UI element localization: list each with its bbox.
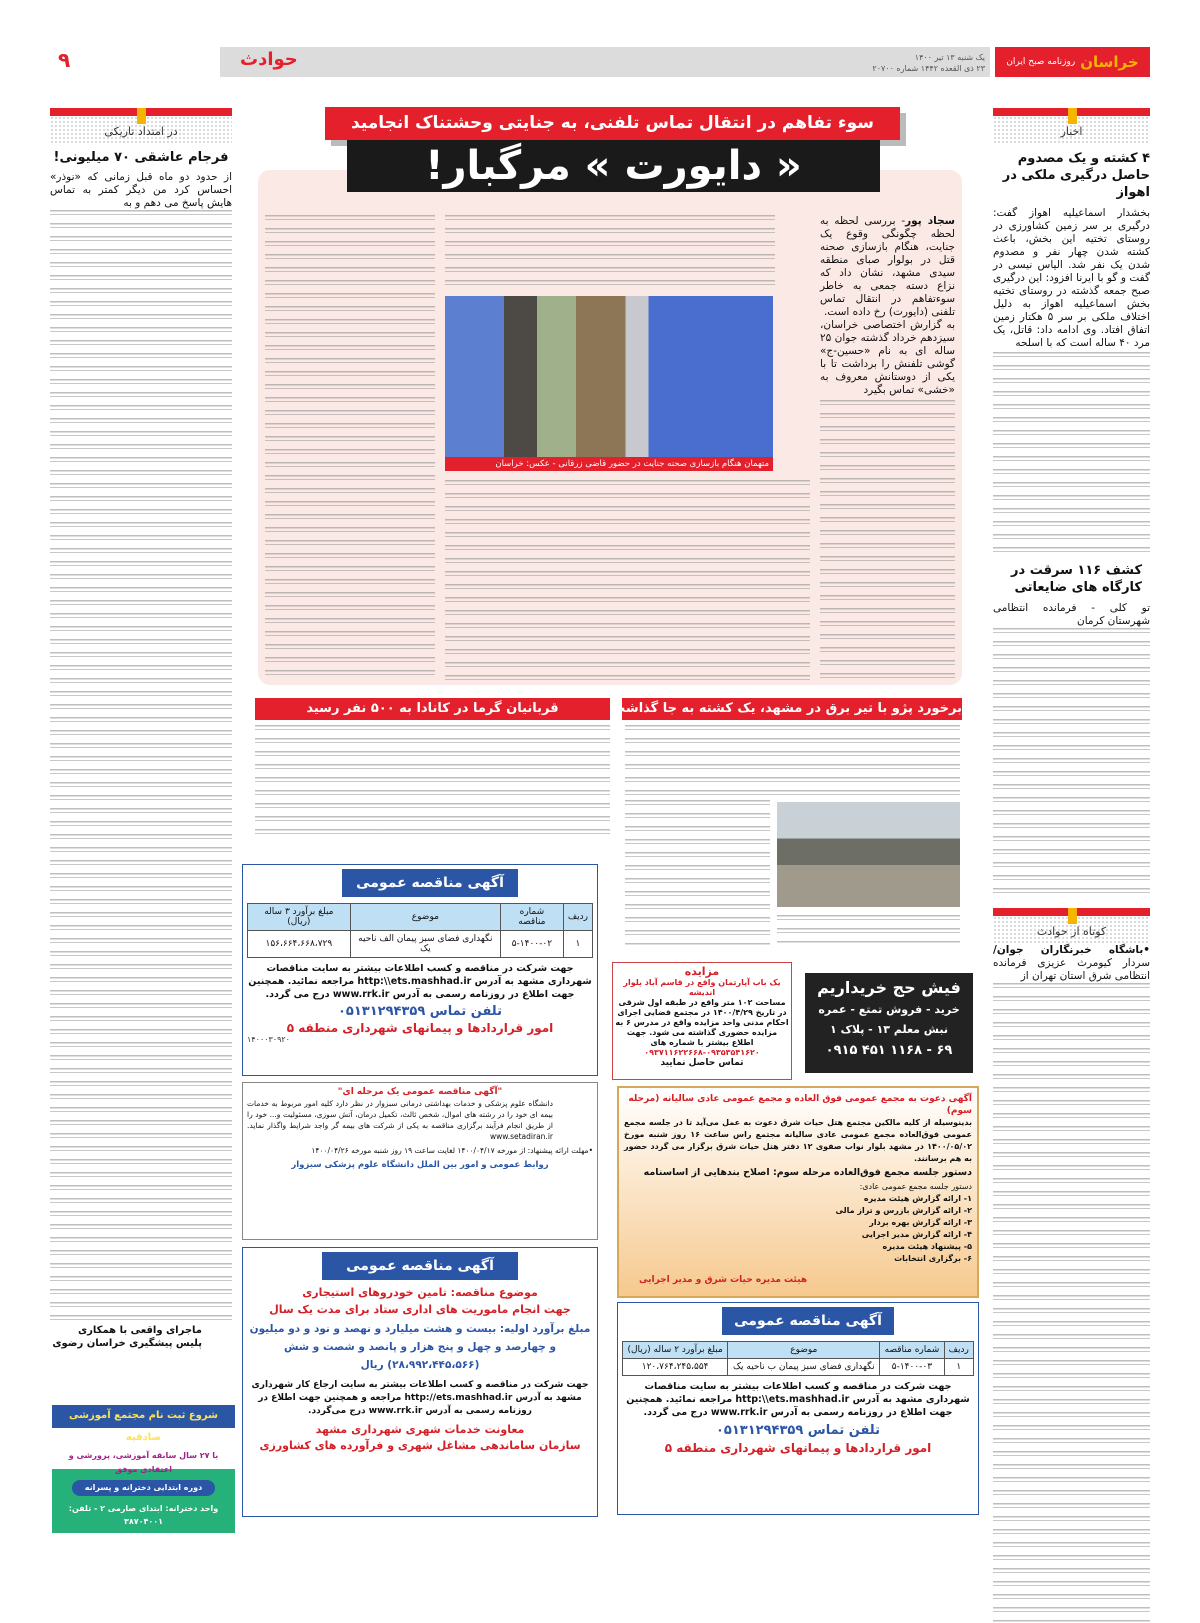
logo-text: خراسان (1080, 53, 1139, 71)
table-header: شماره مناقصه (500, 904, 563, 931)
table-header: مبلغ برآورد ۲ ساله (ریال) (623, 1342, 728, 1359)
ad-title: آگهی مناقصه عمومی (322, 1252, 518, 1280)
agenda-item: ۴- ارائه گزارش مدیر اجرایی (861, 1230, 972, 1239)
ad-footer: امور قراردادها و پیمانهای شهرداری منطقه ۵ (286, 1021, 554, 1035)
ad-phone: ۰۹۳۷۱۱۶۲۲۶۶۸-۰۹۳۵۳۵۴۱۶۲۰ (644, 1048, 760, 1057)
story-text: از حدود دو ماه قبل زمانی که «نوذر» احساس کرد من دیگر کمتر به تماس هایش پاسخ می دهم و به (50, 171, 232, 209)
table-cell: نگهداری فضای سبز پیمان ب ناحیه یک (728, 1359, 880, 1376)
left-column (50, 108, 232, 1350)
text-column (50, 210, 232, 1320)
ad-title: آگهی مناقصه عمومی (722, 1307, 894, 1335)
school-ad[interactable] (52, 1405, 235, 1555)
table-row (623, 1359, 974, 1376)
text-column (255, 725, 610, 835)
tender-ad-2[interactable] (617, 1302, 979, 1515)
table-row (248, 931, 593, 958)
ad-title: شروع ثبت نام مجتمع آموزشی صادقیه (69, 1410, 218, 1443)
section-header (50, 108, 232, 144)
tender-ad-1[interactable] (242, 864, 598, 1076)
table-cell: ۱۲۰،۷۶۴،۲۴۵،۵۵۴ (623, 1359, 728, 1376)
tender-table (622, 1341, 974, 1376)
issue-number: ۲۳ ذی القعده ۱۴۴۲ شماره ۲۰۷۰۰ (872, 64, 985, 73)
masthead-logo (995, 47, 1150, 77)
news-photo (445, 296, 773, 471)
table-header: ردیف (563, 904, 592, 931)
lead-text: - بررسی لحظه به لحظه چگونگی وقوع یک جنایت، هنگام بازسازی صحنه قتل در بولوار صبای منطقه سیدی مشهد، نشان داد که نزاع دسته جمعی به خاطر سوءتفاهم در انتقال تماس تلفنی (دایورت) رخ داده است. (820, 215, 955, 318)
ad-phone: تلفن تماس ۰۵۱۳۱۲۹۴۳۵۹ (716, 1423, 880, 1438)
text-column (265, 215, 435, 680)
ad-agenda: دستور جلسه مجمع فوق‌العاده مرحله سوم: اصلاح بندهایی از اساسنامه (643, 1167, 972, 1178)
text-column (777, 915, 960, 945)
byline: ماجرای واقعی با همکاری پلیس پیشگیری خراسان رضوی (52, 1325, 202, 1349)
ad-subtitle: یک باب آپارتمان واقع در قاسم آباد بلوار اندیشه (623, 978, 781, 997)
text-column (445, 215, 775, 285)
ad-title: مزایده (684, 965, 720, 978)
text-column (445, 480, 810, 680)
table-header: ردیف (944, 1342, 973, 1359)
date-line: یک شنبه ۱۳ تیر ۱۴۰۰ (914, 53, 985, 62)
story-title: فرجام عاشقی ۷۰ میلیونی! (53, 150, 229, 165)
ad-footer: هیئت مدیره حیات شرق و مدیر اجرایی (639, 1275, 808, 1285)
table-cell: ۱۵۶،۶۶۴،۶۶۸،۷۲۹ (248, 931, 351, 958)
text-column (625, 800, 770, 945)
sabzevar-tender-ad[interactable] (242, 1082, 598, 1240)
ad-footer: معاونت خدمات شهری شهرداری مشهد (315, 1423, 525, 1436)
ad-title: فیش حج خریداریم (817, 978, 961, 997)
ad-body: جهت شرکت در مناقصه و کسب اطلاعات بیشتر به سایت مناقصات شهرداری مشهد به آدرس http:\\ets.mashhad.ir مراجعه نمائید. همچنین جهت اطلاع در روزنامه رسمی به آدرس www.rrk.ir درج می گردد. (626, 1381, 970, 1418)
page-number: ۹ (58, 48, 71, 72)
section-header (993, 108, 1150, 144)
story-title: ۴ کشته و یک مصدوم حاصل درگیری ملکی در اهواز (1002, 151, 1150, 200)
ad-subject: موضوع مناقصه: تامین خودروهای استیجاری (302, 1286, 538, 1299)
text-column (820, 400, 955, 680)
table-cell: ۵-۱۴۰۰-۰۲ (500, 931, 563, 958)
story-headline: برخورد پژو با تیر برق در مشهد، یک کشته به جا گذاشت (622, 698, 962, 720)
brief-lead: •باشگاه خبرنگاران جوان/ (993, 944, 1150, 956)
section-header (993, 908, 1150, 944)
table-cell: ۱ (563, 931, 592, 958)
section-label: کوتاه از حوادث (993, 916, 1150, 944)
headline: « دایورت » مرگبار! (347, 140, 880, 192)
ad-code: ۱۴۰۰۰۳۰۹۲۰ (247, 1035, 290, 1044)
issue-date (872, 52, 985, 74)
kicker: سوء تفاهم در انتقال تماس تلفنی، به جنایتی وحشتناک انجامید (325, 107, 900, 140)
section-label: در امتداد تاریکی (50, 116, 232, 144)
agenda-item: ۶- برگزاری انتخابات (894, 1254, 972, 1263)
text-column (993, 628, 1150, 898)
auction-ad[interactable] (612, 962, 792, 1080)
story-title: کشف ۱۱۶ سرقت در کارگاه های ضایعاتی (1011, 563, 1142, 595)
ad-title: آگهی مناقصه عمومی (342, 869, 518, 897)
ad-body: جهت شرکت در مناقصه و کسب اطلاعات بیشتر به سایت ارجاع کار شهرداری مشهد به آدرس http://ets.mashhad.ir مراجعه و همچنین جهت اطلاع در روزنامه رسمی به آدرس www.rrk.ir درج می‌گردد. (251, 1380, 589, 1416)
ad-body: دانشگاه علوم پزشکی و خدمات بهداشتی درمانی سبزوار در نظر دارد کلیه امور مربوط به خدمات بیمه ای خود را در رشته های اموال، شخص ثالث، تکمیل درمان، آتش سوزی، مسئولیت و... خود را از طریق انجام فرآیند برگزاری مناقصه به یکی از شرکت های بیمه گر واجد شرایط واگذار نماید. www.setadiran.ir (247, 1099, 553, 1141)
ad-body: مساحت ۱۰۲ متر واقع در طبقه اول شرقی در تاریخ ۱۴۰۰/۴/۲۹ در مجتمع قضایی اجرای احکام مدنی واحد مزایده واقع در مدرس ۶ به مزایده حضوری گذاشته می شود. جهت اطلاع بیشتر با شماره های (615, 998, 789, 1047)
ad-footer: تماس حاصل نمایید (660, 1058, 744, 1068)
table-header: مبلغ برآورد ۳ ساله (ریال) (248, 904, 351, 931)
ad-footer: سازمان ساماندهی مشاغل شهری و فرآورده های کشاورزی (259, 1439, 581, 1452)
ad-agenda: دستور جلسه مجمع عمومی عادی: (859, 1182, 972, 1191)
ad-dates: •مهلت ارائه پیشنهاد: از مورخه ۱۴۰۰/۰۴/۱۷ لغایت ساعت ۱۹ روز شنبه مورخه ۱۴۰۰/۰۴/۲۶ (311, 1146, 593, 1155)
ad-title: آگهی دعوت به مجمع عمومی فوق العاده و مجمع عمومی عادی سالیانه (مرحله سوم) (628, 1094, 972, 1116)
lead-paragraph (820, 215, 955, 397)
ad-services: خرید - فروش تمتع - عمره (818, 1003, 960, 1016)
ad-phone: ۰۹۱۵ ۴۵۱ ۱۱۶۸ - ۶۹ (825, 1043, 953, 1058)
table-cell: نگهداری فضای سبز پیمان الف ناحیه یک (350, 931, 500, 958)
hajj-ad[interactable] (805, 973, 973, 1073)
agenda-item: ۱- ارائه گزارش هیئت مدیره (863, 1194, 972, 1203)
table-header: شماره مناقصه (880, 1342, 944, 1359)
ad-body: جهت شرکت در مناقصه و کسب اطلاعات بیشتر به سایت مناقصات شهرداری مشهد به آدرس http:\\ets.mashhad.ir مراجعه نمائید. همچنین جهت اطلاع در روزنامه رسمی به آدرس www.rrk.ir درج می گردد. (248, 963, 592, 1000)
lead-text: به گزارش اختصاصی خراسان، سیزدهم خرداد گذشته جوان ۲۵ ساله ای به نام «حسین-ج» گوشی تلفنش را برداشت تا با یکی از دوستانش معروف به «خشی» تماس بگیرد (820, 319, 955, 396)
right-column (993, 108, 1150, 1623)
agenda-item: ۳- ارائه گزارش بهره بردار (869, 1218, 972, 1227)
story-text: بخشدار اسماعیلیه اهواز گفت: درگیری بر سر زمین کشاورزی در روستای تختیه این بخش، باعث کشته شدن چهار نفر و مصدوم شدن یک نفر شد. الیاس نیسی در گفت و گو با ایرنا افزود: این درگیری صبح جمعه گذشته در روستای تختیه بخش اسماعیلیه اهواز به دلیل اختلاف ملکی بر سر ۵ هکتار زمین اتفاق افتاد. وی ادامه داد: قاتل، یک مرد ۴۰ ساله است که با اسلحه (993, 207, 1150, 349)
agenda-item: ۵- پیشنهاد هیئت مدیره (882, 1242, 972, 1251)
hayat-shargh-ad[interactable] (617, 1086, 979, 1298)
ad-phone: تلفن تماس ۰۵۱۳۱۲۹۴۳۵۹ (338, 1004, 502, 1019)
crash-photo (777, 802, 960, 907)
table-cell: ۱ (944, 1359, 973, 1376)
section-title: حوادث (240, 49, 298, 70)
ad-course: دوره ابتدایی دخترانه و پسرانه (72, 1480, 215, 1496)
ad-title: "آگهی مناقصه عمومی یک مرحله ای" (337, 1087, 503, 1097)
ad-girls-unit: واحد دخترانه: ابتدای صارمی ۲ - تلفن: ۳۸۷۰۴۰۰۱ (68, 1504, 219, 1526)
ad-footer: امور قراردادها و پیمانهای شهرداری منطقه ۵ (664, 1441, 932, 1455)
agenda-item: ۲- ارائه گزارش بازرس و تراز مالی (835, 1206, 972, 1215)
ad-amount: مبلغ برآورد اولیه: بیست و هشت میلیارد و نهصد و نود و دو میلیون و چهارصد و چهل و پنج هزار و پانصد و شصت و شش (۲۸،۹۹۲،۴۴۵،۵۶۶) ریال (249, 1323, 591, 1371)
ad-body: بدینوسیله از کلیه مالکین مجتمع هتل حیات شرق دعوت به عمل می‌آید تا در جلسه مجمع عمومی فوق‌العاده مجمع عمومی عادی سالیانه مجتمع راس ساعت ۱۶ روز شنبه مورخ ۱۴۰۰/۰۵/۰۲ در مشهد بلوار نواب صفوی ۱۲ دفتر هتل حیات شرق برگزار می گردد حضور به هم برسانند. (624, 1118, 972, 1163)
table-header: موضوع (350, 904, 500, 931)
ad-address: نبش معلم ۱۳ - پلاک ۱ (830, 1023, 948, 1036)
brief-body: سردار کیومرث عزیزی فرمانده انتظامی شرق استان تهران از (993, 957, 1150, 982)
section-label: اخبار (993, 116, 1150, 144)
text-column (993, 352, 1150, 552)
text-column (625, 725, 960, 800)
table-header: موضوع (728, 1342, 880, 1359)
tender-table (247, 903, 593, 958)
ad-boys-unit: واحد پسرانه: پیروزی ۳۵ - شهید زوار ۴ - تلفن: ۳۸۸۳۴۰۵۰ (52, 1533, 235, 1555)
story-text: تو کلی - فرمانده انتظامی شهرستان کرمان (993, 602, 1150, 627)
brief-text (993, 944, 1150, 983)
tender-ad-3[interactable] (242, 1247, 598, 1517)
text-column (993, 983, 1150, 1623)
ad-subject: جهت انجام ماموریت های اداری ستاد برای مدت یک سال (269, 1303, 571, 1316)
photo-caption: متهمان هنگام بازسازی صحنه جنایت در حضور قاضی زرقانی - عکس: خراسان (445, 457, 773, 471)
ad-footer: روابط عمومی و امور بین الملل دانشگاه علوم پزشکی سبزوار (291, 1160, 549, 1170)
table-cell: ۵-۱۴۰۰-۰۳ (880, 1359, 944, 1376)
tagline: روزنامه صبح ایران (1006, 57, 1076, 67)
ad-subtitle: با ۲۷ سال سابقه آموزشی، پرورشی و اعتقادی موفق (68, 1451, 219, 1474)
byline: سجاد پور (905, 215, 955, 227)
story-headline: قربانیان گرما در کانادا به ۵۰۰ نفر رسید (255, 698, 610, 720)
